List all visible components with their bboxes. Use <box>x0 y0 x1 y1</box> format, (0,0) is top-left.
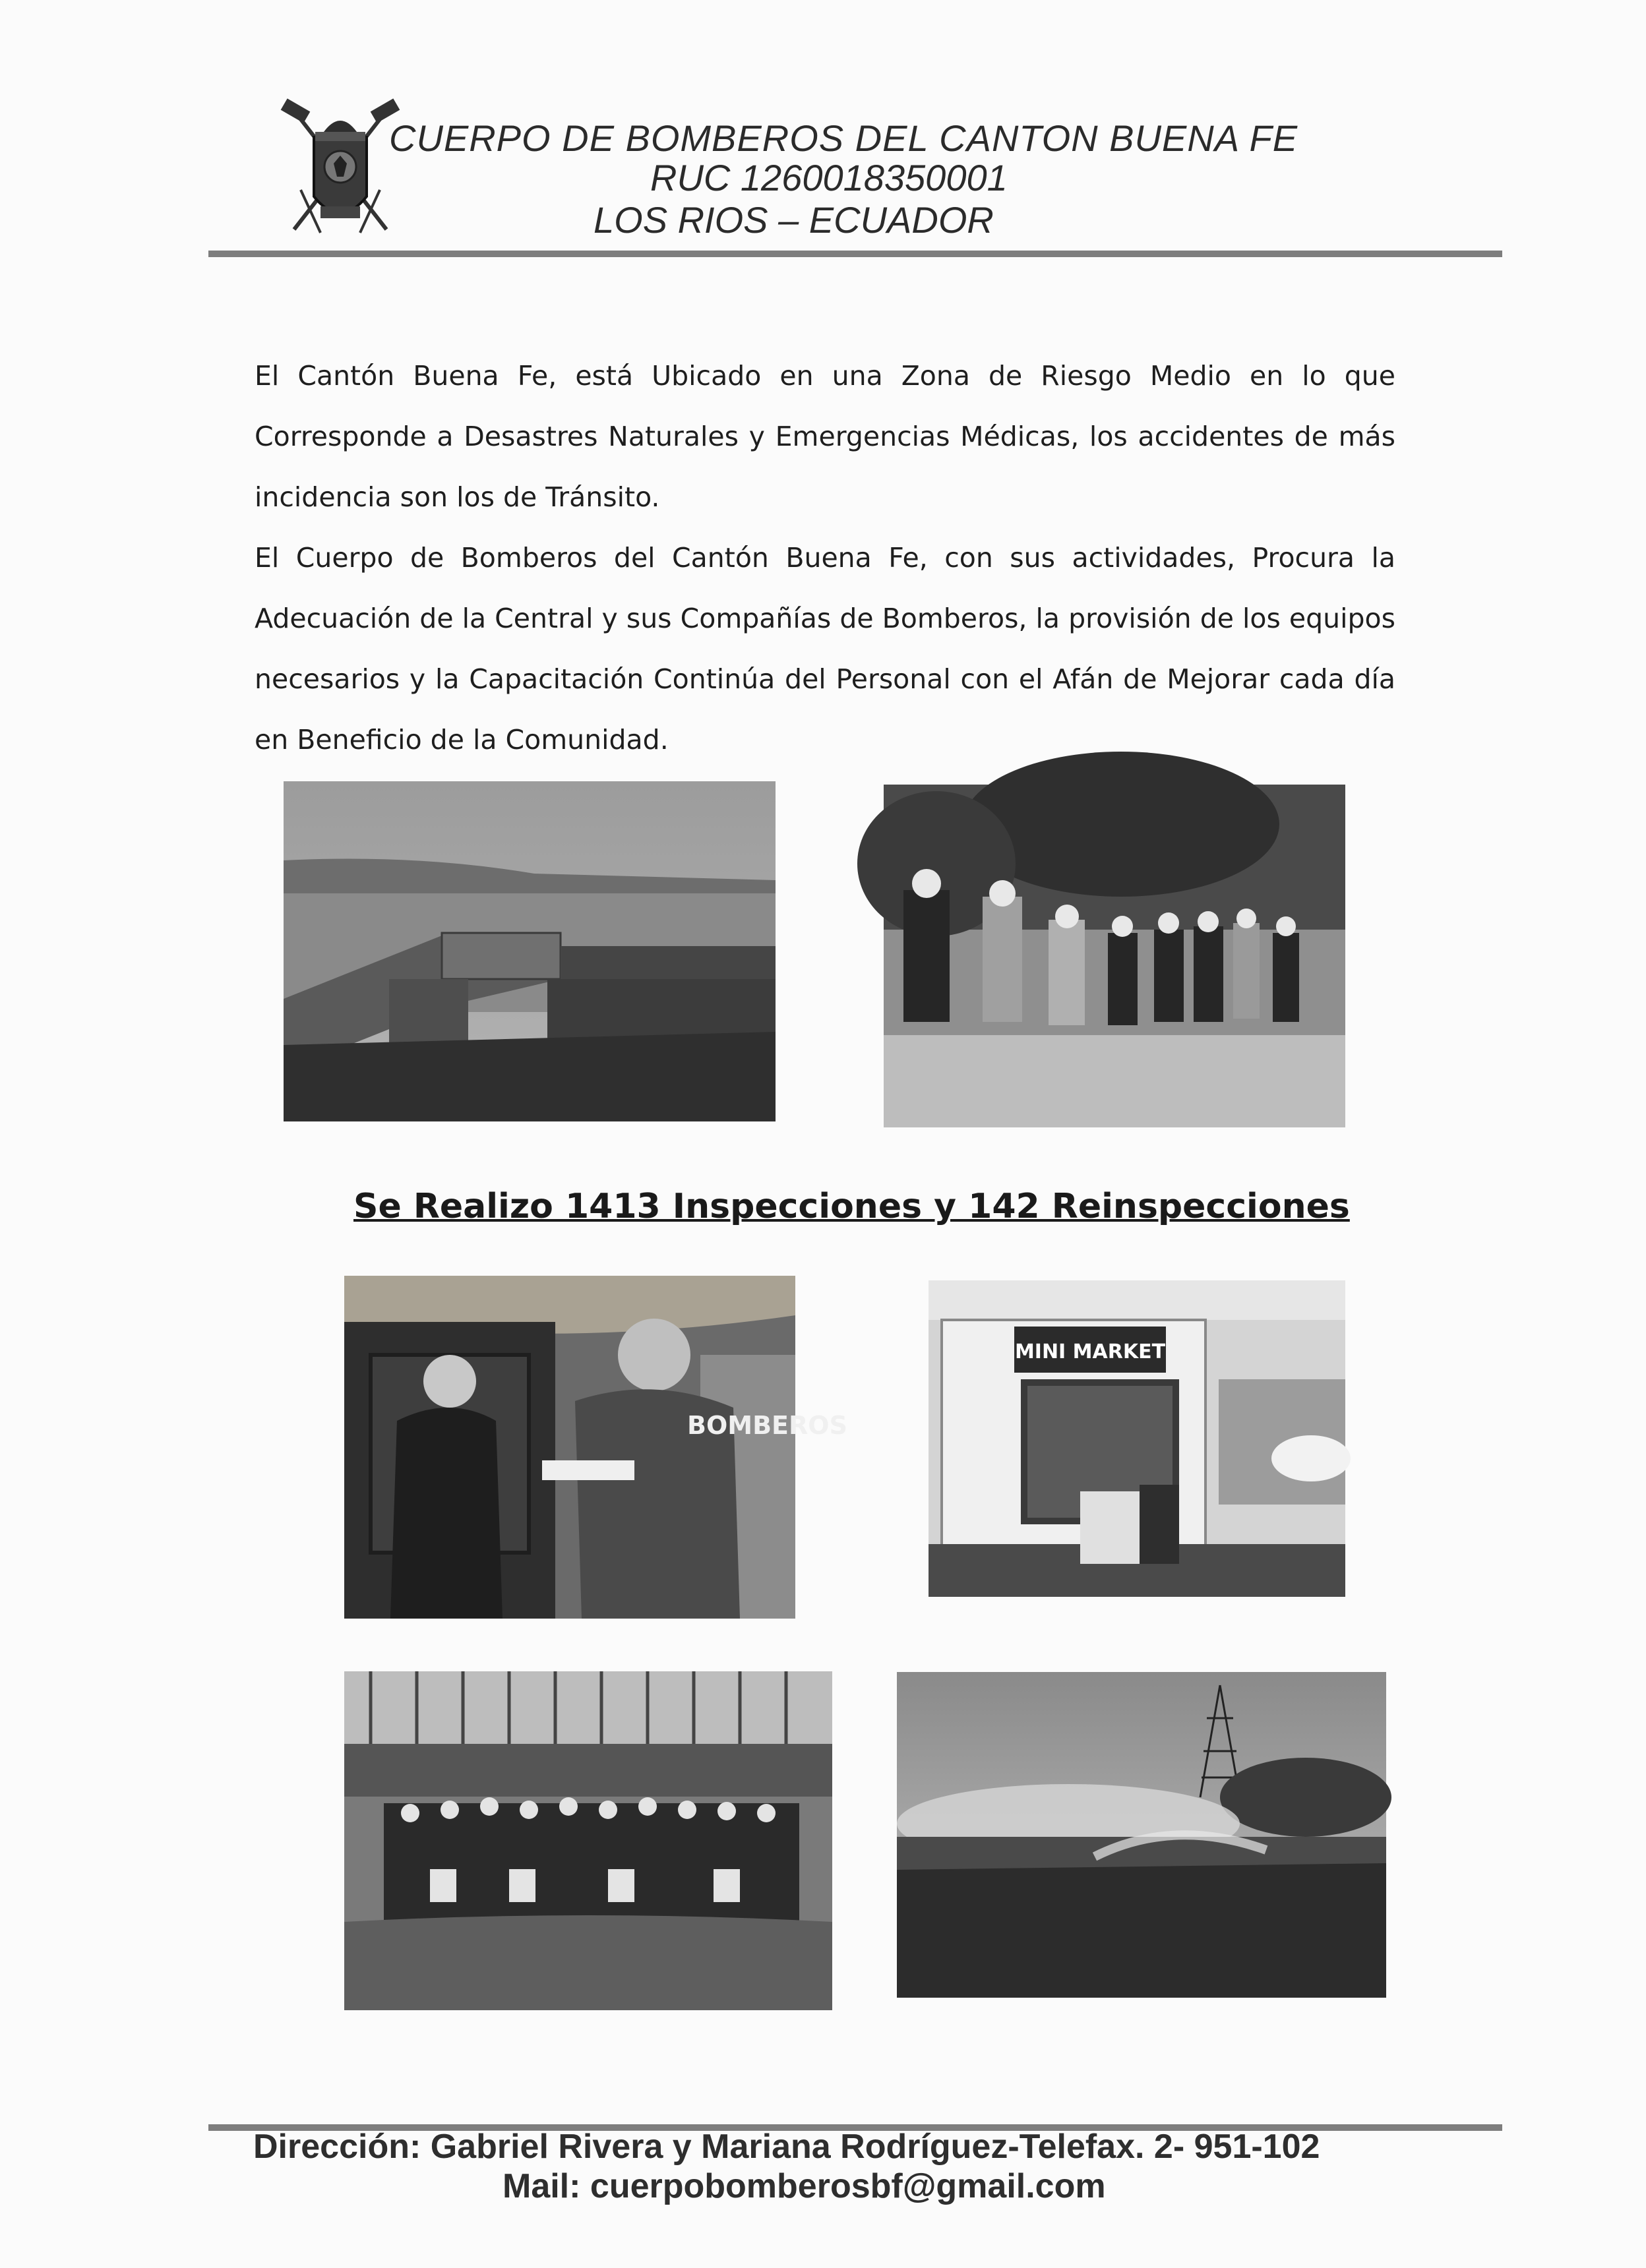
header-divider <box>208 251 1502 257</box>
paragraph-activities: El Cuerpo de Bomberos del Cantón Buena Fe, con sus actividades, Procura la Adecuación de la Central y sus Compañías de Bomberos, la provisión de los equipos necesarios y la Capacitación Continúa del Personal con el Afán de Mejorar cada día en Beneficio de la Comunidad. <box>255 542 1395 756</box>
photo-field-fire-smoke <box>897 1672 1386 1998</box>
photo-inspection-hut <box>344 1276 847 1619</box>
photo-dam-river <box>284 781 776 1121</box>
body-text <box>255 345 1395 770</box>
inspections-heading: Se Realizo 1413 Inspecciones y 142 Reinspecciones <box>353 1187 1350 1226</box>
location-line: LOS RIOS – ECUADOR <box>594 199 994 241</box>
photo-group-training <box>344 1671 832 2010</box>
photo-firefighters-lineup <box>884 785 1345 1127</box>
photo-mini-market <box>929 1280 1345 1597</box>
paragraph-risk-zone: El Cantón Buena Fe, está Ubicado en una Zona de Riesgo Medio en lo que Corresponde a Desastres Naturales y Emergencias Médicas, los accidentes de más incidencia son los de Tránsito. <box>255 360 1395 513</box>
vest-lettering: BOMBEROS <box>687 1411 847 1440</box>
ruc-number: RUC 1260018350001 <box>650 157 1008 198</box>
footer-address: Dirección: Gabriel Rivera y Mariana Rodríguez-Telefax. 2- 951-102 <box>253 2128 1320 2166</box>
footer-email: Mail: cuerpobomberosbf@gmail.com <box>503 2167 1106 2205</box>
organization-name: CUERPO DE BOMBEROS DEL CANTON BUENA FE <box>389 117 1298 159</box>
market-sign: MINI MARKET <box>1014 1340 1166 1363</box>
fire-department-crest-icon <box>281 98 400 244</box>
